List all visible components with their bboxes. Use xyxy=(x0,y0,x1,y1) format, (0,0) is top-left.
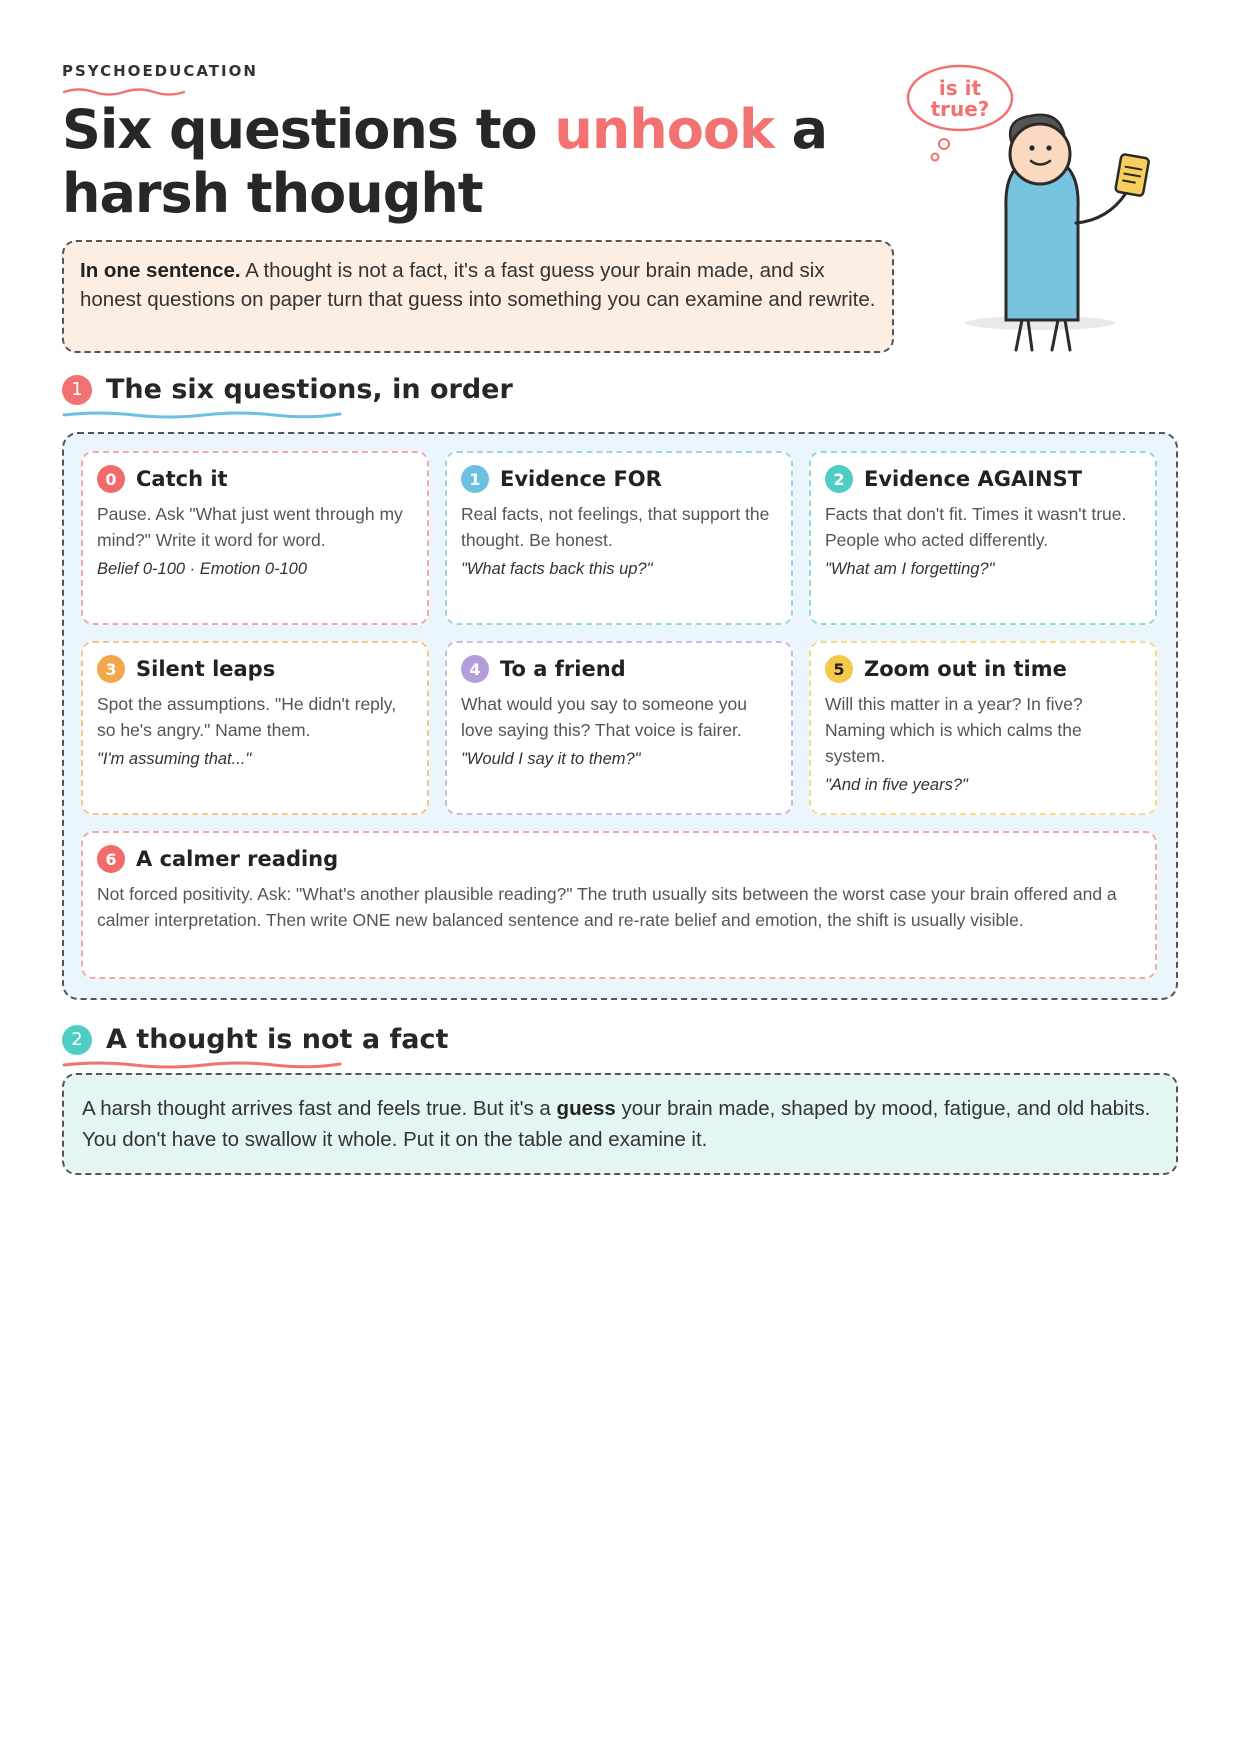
card-body: Facts that don't fit. Times it wasn't true. People who acted differently. xyxy=(825,504,1127,550)
title-accent: unhook xyxy=(554,98,774,161)
question-card-evidence-for xyxy=(445,451,793,625)
question-card-catch-it xyxy=(81,451,429,625)
section-2-title: A thought is not a fact xyxy=(106,1024,449,1055)
card-quote: Belief 0-100 · Emotion 0-100 xyxy=(97,560,308,578)
section-1-header xyxy=(62,374,513,405)
question-card-to-a-friend xyxy=(445,641,793,815)
bubble-text-line1: is it xyxy=(938,76,982,100)
question-card-evidence-against xyxy=(809,451,1157,625)
card-number-badge: 2 xyxy=(825,465,853,493)
card-title: Evidence AGAINST xyxy=(864,467,1083,491)
section-1-title: The six questions, in order xyxy=(106,374,513,405)
card-title: Zoom out in time xyxy=(864,657,1067,681)
card-number-badge: 5 xyxy=(825,655,853,683)
fact-text-before: A harsh thought arrives fast and feels true. But it's a xyxy=(82,1097,557,1120)
card-body: Real facts, not feelings, that support the thought. Be honest. xyxy=(461,504,770,550)
card-body: Will this matter in a year? In five? Naming which is which calms the system. xyxy=(825,694,1083,766)
section-1-number-badge: 1 xyxy=(62,375,92,405)
title-part-1: Six questions to xyxy=(62,98,555,161)
summary-box xyxy=(62,240,894,353)
section-2-squiggle xyxy=(62,1060,342,1070)
title-part-2: a harsh thought xyxy=(62,98,828,225)
card-title: A calmer reading xyxy=(136,847,339,871)
card-body: Pause. Ask "What just went through my mind?" Write it word for word. xyxy=(97,504,403,550)
card-number-badge: 3 xyxy=(97,655,125,683)
card-title: Evidence FOR xyxy=(500,467,662,491)
eyebrow-squiggle xyxy=(62,86,186,96)
card-quote: "And in five years?" xyxy=(825,776,968,794)
fact-text-bold: guess xyxy=(556,1097,616,1120)
card-quote: "Would I say it to them?" xyxy=(461,750,641,768)
question-card-zoom-out xyxy=(809,641,1157,815)
summary-lead: In one sentence. xyxy=(80,259,241,282)
card-body: Spot the assumptions. "He didn't reply, so he's angry." Name them. xyxy=(97,694,397,740)
card-number-badge: 0 xyxy=(97,465,125,493)
fact-text-after: your brain made, shaped by mood, fatigue, and old habits. You don't have to swallow it whole. Put it on the table and examine it. xyxy=(82,1097,1151,1151)
card-body: What would you say to someone you love saying this? That voice is fairer. xyxy=(461,694,747,740)
bubble-text-line2: true? xyxy=(930,97,990,121)
card-number-badge: 1 xyxy=(461,465,489,493)
section-2-header xyxy=(62,1024,448,1055)
card-number-badge: 6 xyxy=(97,845,125,873)
eyebrow-label: PSYCHOEDUCATION xyxy=(62,62,258,80)
card-quote: "What am I forgetting?" xyxy=(825,560,995,578)
card-body: Not forced positivity. Ask: "What's another plausible reading?" The truth usually sits between the worst case your brain offered and a calmer interpretation. Then write ONE new balanced sentence and re-rate belief and emotion, the shift is usually visible. xyxy=(97,884,1117,930)
page-title xyxy=(62,98,882,226)
summary-text: A thought is not a fact, it's a fast guess your brain made, and six honest questions on paper turn that guess into something you can examine and rewrite. xyxy=(80,259,876,311)
card-quote: "I'm assuming that..." xyxy=(97,750,252,768)
card-title: To a friend xyxy=(500,657,626,681)
thought-not-fact-box xyxy=(62,1073,1178,1175)
section-1-squiggle xyxy=(62,410,342,420)
card-title: Catch it xyxy=(136,467,228,491)
question-card-silent-leaps xyxy=(81,641,429,815)
card-title: Silent leaps xyxy=(136,657,276,681)
card-quote: "What facts back this up?" xyxy=(461,560,653,578)
card-number-badge: 4 xyxy=(461,655,489,683)
questions-grid xyxy=(62,432,1178,1000)
question-card-calmer-reading xyxy=(81,831,1157,979)
thinking-person-illustration xyxy=(900,58,1180,358)
section-2-number-badge: 2 xyxy=(62,1025,92,1055)
